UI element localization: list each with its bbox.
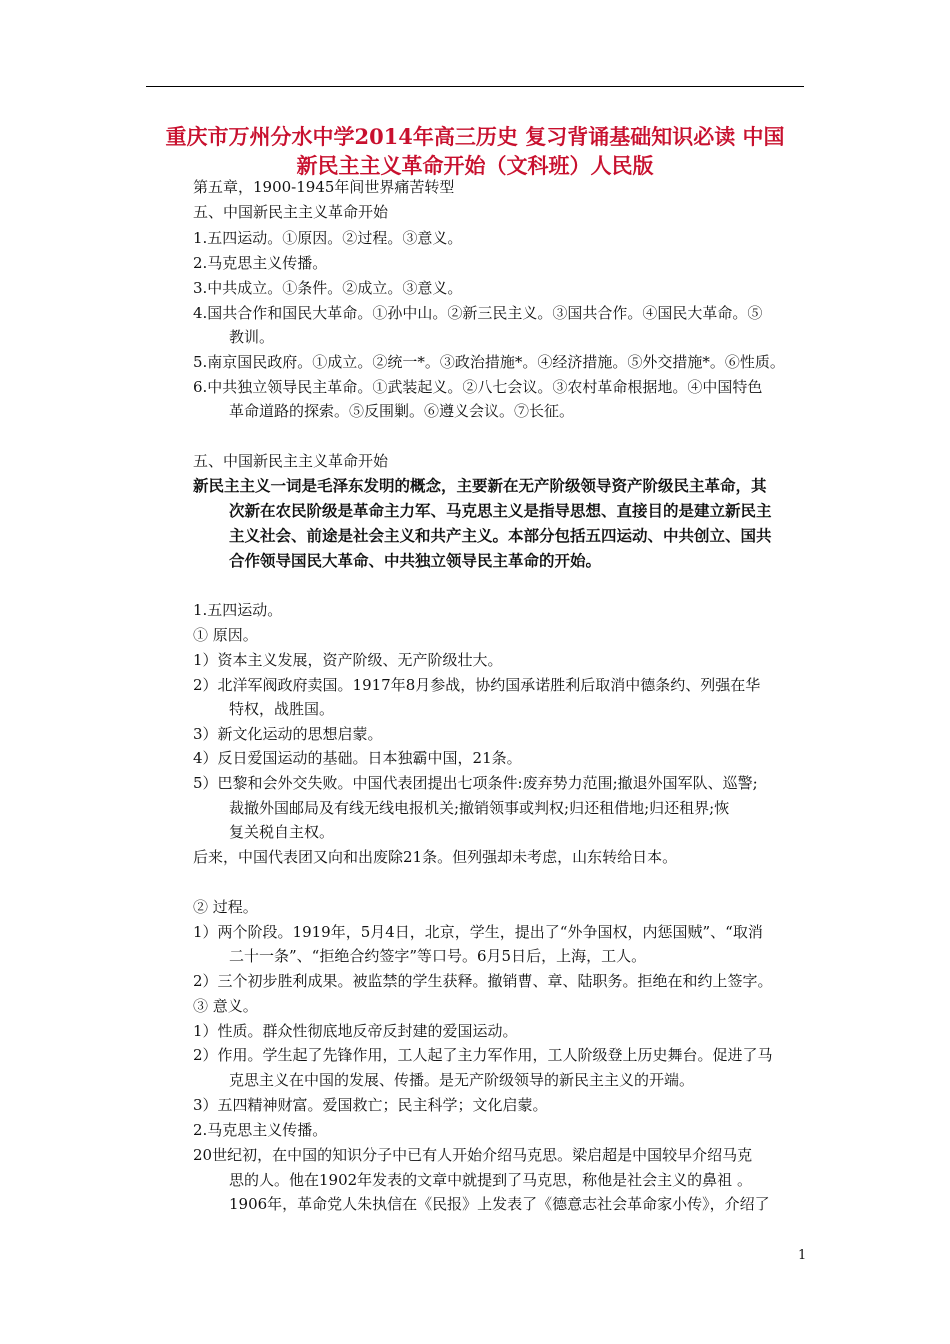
text-line: 五、中国新民主主义革命开始 xyxy=(193,203,389,221)
text-line: 特权，战胜国。 xyxy=(229,700,335,718)
intro-line: 新民主主义一词是毛泽东发明的概念，主要新在无产阶级领导资产阶级民主革命，其 xyxy=(193,477,767,495)
text-line: 5.南京国民政府。①成立。②统一*。③政治措施*。④经济措施。⑤外交措施*。⑥性质。 xyxy=(193,353,785,371)
title-line-2: 新民主主义革命开始（文科班）人民版 xyxy=(296,153,654,178)
text-line: 1.五四运动。 xyxy=(193,601,283,619)
text-line: 1.五四运动。①原因。②过程。③意义。 xyxy=(193,229,463,247)
text-line: 2）三个初步胜利成果。被监禁的学生获释。撤销曹、章、陆职务。拒绝在和约上签字。 xyxy=(193,972,773,990)
text-line: 1）性质。群众性彻底地反帝反封建的爱国运动。 xyxy=(193,1022,518,1040)
text-line: 5）巴黎和会外交失败。中国代表团提出七项条件:废弃势力范围;撤退外国军队、巡警; xyxy=(193,774,758,792)
text-line: 复关税自主权。 xyxy=(229,823,335,841)
text-line: 克思主义在中国的发展、传播。是无产阶级领导的新民主主义的开端。 xyxy=(229,1071,695,1089)
intro-line: 合作领导国民大革命、中共独立领导民主革命的开始。 xyxy=(229,552,602,570)
text-line: 4.国共合作和国民大革命。①孙中山。②新三民主义。③国共合作。④国民大革命。⑤ xyxy=(193,304,763,322)
text-line: ③ 意义。 xyxy=(193,997,258,1015)
text-line: 6.中共独立领导民主革命。①武装起义。②八七会议。③农村革命根据地。④中国特色 xyxy=(193,378,763,396)
text-line: 裁撤外国邮局及有线无线电报机关;撤销领事或判权;归还租借地;归还租界;恢 xyxy=(229,799,730,817)
text-line: 2.马克思主义传播。 xyxy=(193,254,328,272)
text-line: ① 原因。 xyxy=(193,626,258,644)
text-line: 20世纪初，在中国的知识分子中已有人开始介绍马克思。梁启超是中国较早介绍马克 xyxy=(193,1146,753,1164)
text-line: 二十一条”、“拒绝合约签字”等口号。6月5日后，上海，工人。 xyxy=(229,947,647,965)
text-line: 1）资本主义发展，资产阶级、无产阶级壮大。 xyxy=(193,651,503,669)
intro-line: 次新在农民阶级是革命主力军、马克思主义是指导思想、直接目的是建立新民主 xyxy=(229,502,772,520)
text-line: 1）两个阶段。1919年，5月4日，北京，学生，提出了“外争国权，内惩国贼”、“取消 xyxy=(193,923,763,941)
intro-line: 主义社会、前途是社会主义和共产主义。本部分包括五四运动、中共创立、国共 xyxy=(229,527,772,545)
text-line: 后来，中国代表团又向和出废除21条。但列强却未考虑，山东转给日本。 xyxy=(193,848,678,866)
text-line: 2）作用。学生起了先锋作用，工人起了主力军作用，工人阶级登上历史舞台。促进了马 xyxy=(193,1046,773,1064)
text-line: 1906年，革命党人朱执信在《民报》上发表了《德意志社会革命家小传》，介绍了 xyxy=(229,1195,770,1213)
text-line: 4）反日爱国运动的基础。日本独霸中国，21条。 xyxy=(193,749,522,767)
text-line: 3）五四精神财富。爱国救亡；民主科学；文化启蒙。 xyxy=(193,1096,548,1114)
text-line: 2.马克思主义传播。 xyxy=(193,1121,328,1139)
text-line: ② 过程。 xyxy=(193,898,258,916)
text-line: 革命道路的探索。⑤反围剿。⑥遵义会议。⑦长征。 xyxy=(229,402,575,420)
title-line-1: 重庆市万州分水中学2014年高三历史 复习背诵基础知识必读 中国 xyxy=(165,124,785,149)
text-line: 教训。 xyxy=(229,328,275,346)
header-rule xyxy=(146,86,804,87)
text-line: 思的人。他在1902年发表的文章中就提到了马克思，称他是社会主义的鼻祖 。 xyxy=(229,1171,752,1189)
section-heading: 五、中国新民主主义革命开始 xyxy=(193,452,389,470)
text-line: 2）北洋军阀政府卖国。1917年8月参战，协约国承诺胜利后取消中德条约、列强在华 xyxy=(193,676,761,694)
text-line: 3）新文化运动的思想启蒙。 xyxy=(193,725,383,743)
text-line: 3.中共成立。①条件。②成立。③意义。 xyxy=(193,279,463,297)
document-title xyxy=(120,122,830,180)
text-line: 第五章，1900-1945年间世界痛苦转型 xyxy=(193,178,455,196)
page-number: 1 xyxy=(798,1248,807,1263)
